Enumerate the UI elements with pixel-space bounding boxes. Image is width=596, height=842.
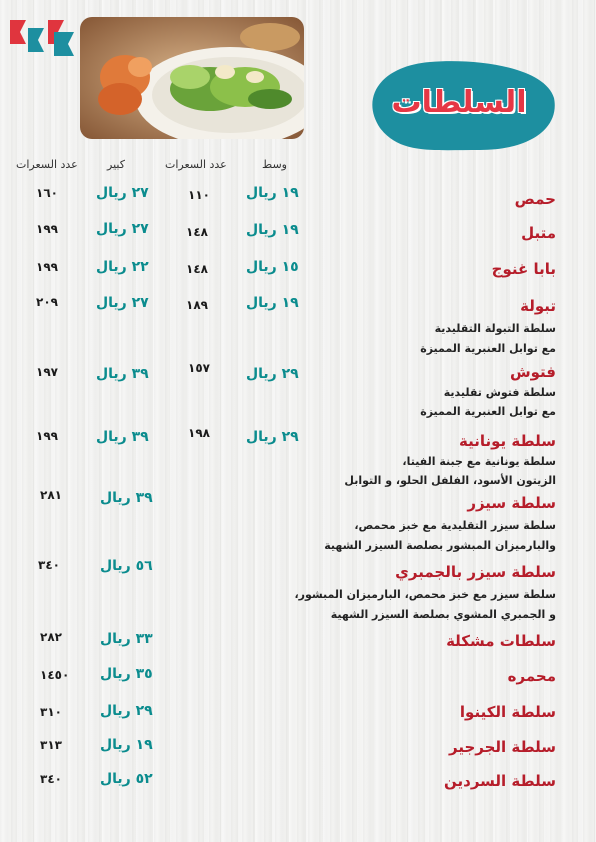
item-name: سلطات مشكلة — [446, 632, 556, 650]
item-description-line1: سلطة سيزر التقليدية مع خبز محمص، — [354, 519, 556, 532]
header-large-calories: عدد السعرات — [16, 158, 78, 171]
item-name: سلطة الكينوا — [459, 703, 556, 721]
item-large-calories: ٣١٣ — [40, 738, 62, 752]
item-description-line2: الزيتون الأسود، الفلفل الحلو، و التوابل — [344, 474, 556, 487]
item-large-calories: ١٦٠ — [36, 186, 58, 200]
salad-photo — [80, 17, 304, 139]
item-medium-calories: ١٥٧ — [188, 361, 210, 375]
item-large-calories: ١٩٧ — [36, 365, 58, 379]
section-title: السلطات — [391, 84, 527, 120]
item-description-line1: سلطة سيزر مع خبز محمص، البارميزان المبشور، — [294, 588, 556, 601]
item-name: حمص — [514, 190, 556, 208]
item-medium-price: ١٥ ريال — [246, 259, 299, 275]
item-large-calories: ٢٨٢ — [40, 630, 62, 644]
item-medium-price: ١٩ ريال — [246, 295, 299, 311]
header-medium-calories: عدد السعرات — [165, 158, 227, 171]
item-description-line2: و الجمبري المشوي بصلصة السيزر الشهية — [330, 608, 556, 621]
item-large-price: ٣٩ ريال — [100, 490, 153, 506]
item-medium-price: ٢٩ ريال — [246, 429, 299, 445]
item-description-line1: سلطة يونانية مع جبنة الفيتا، — [402, 455, 556, 468]
item-name: سلطة الجرجير — [449, 738, 556, 756]
item-large-price: ٢٧ ريال — [96, 221, 149, 237]
item-large-price: ٢٧ ريال — [96, 295, 149, 311]
item-name: سلطة سيزر — [467, 494, 556, 512]
item-large-price: ٣٣ ريال — [100, 631, 153, 647]
item-name: فتوش — [509, 363, 556, 381]
ribbon-logo-icon — [8, 18, 78, 60]
item-medium-calories: ١٩٨ — [188, 426, 210, 440]
item-large-calories: ١٩٩ — [36, 260, 58, 274]
item-large-price: ٢٧ ريال — [96, 185, 149, 201]
item-description-line2: مع توابل العنبرية المميزة — [420, 342, 556, 355]
item-name: سلطة يونانية — [459, 432, 556, 450]
item-large-calories: ١٩٩ — [36, 222, 58, 236]
item-large-price: ٥٢ ريال — [100, 771, 153, 787]
item-name: محمره — [507, 667, 556, 685]
item-large-calories: ٣١٠ — [40, 705, 62, 719]
item-medium-calories: ١٤٨ — [186, 262, 208, 276]
header-medium: وسط — [262, 158, 287, 171]
item-medium-calories: ١١٠ — [188, 188, 210, 202]
item-large-calories: ٢٨١ — [40, 488, 62, 502]
item-large-calories: ١٩٩ — [36, 429, 58, 443]
item-large-calories: ٣٤٠ — [38, 558, 60, 572]
item-description-line1: سلطة التبولة التقليدية — [434, 322, 556, 335]
item-name: متبل — [521, 224, 556, 242]
item-large-calories: ٣٤٠ — [40, 772, 62, 786]
item-large-price: ١٩ ريال — [100, 737, 153, 753]
item-large-price: ٥٦ ريال — [100, 558, 153, 574]
item-name: سلطة سيزر بالجمبري — [395, 563, 556, 581]
item-name: سلطة السردين — [443, 772, 556, 790]
item-large-price: ٣٩ ريال — [96, 429, 149, 445]
item-medium-calories: ١٤٨ — [186, 225, 208, 239]
item-large-calories: ١٤٥٠ — [40, 668, 70, 682]
item-medium-calories: ١٨٩ — [186, 298, 208, 312]
item-large-price: ٣٩ ريال — [96, 366, 149, 382]
item-large-calories: ٢٠٩ — [36, 295, 58, 309]
item-large-price: ٢٢ ريال — [96, 259, 149, 275]
item-description-line2: والبارميزان المبشور بصلصة السيزر الشهية — [324, 539, 556, 552]
item-medium-price: ٢٩ ريال — [246, 366, 299, 382]
item-name: بابا غنوج — [491, 260, 556, 278]
header-large: كبير — [107, 158, 125, 171]
item-medium-price: ١٩ ريال — [246, 185, 299, 201]
item-large-price: ٢٩ ريال — [100, 703, 153, 719]
item-description-line2: مع توابل العنبرية المميزة — [420, 405, 556, 418]
item-medium-price: ١٩ ريال — [246, 222, 299, 238]
item-large-price: ٣٥ ريال — [100, 666, 153, 682]
item-name: تبولة — [520, 297, 556, 315]
item-description-line1: سلطة فتوش تقليدية — [443, 386, 556, 399]
